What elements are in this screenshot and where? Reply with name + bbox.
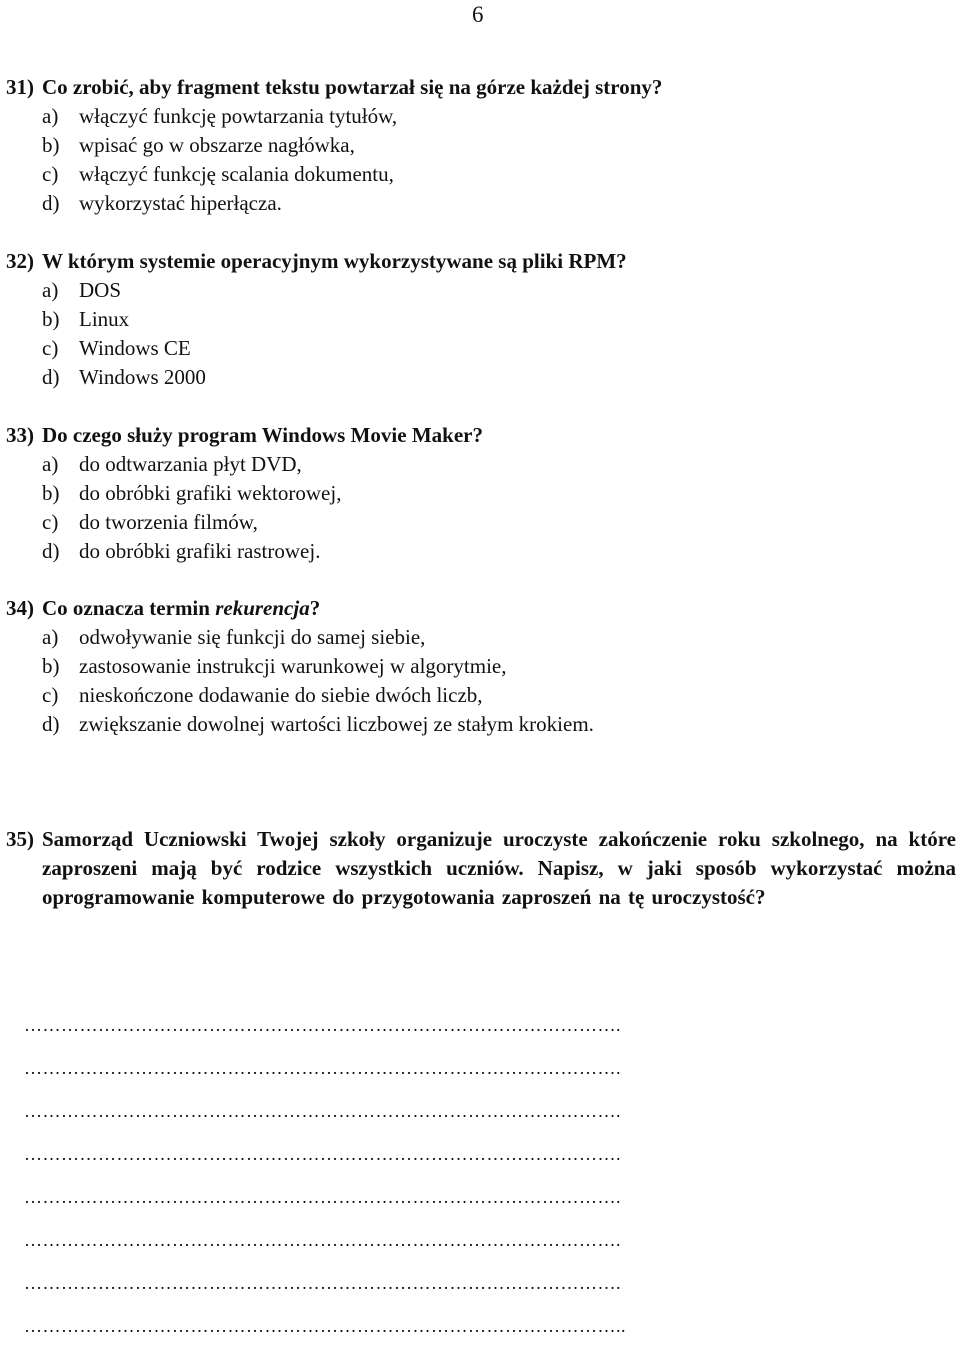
option-letter: d) [42, 365, 60, 389]
option-text: Windows 2000 [79, 365, 206, 389]
question-32 [6, 247, 956, 392]
question-number: 32) [6, 249, 34, 273]
answer-line[interactable]: …………………………………………………………………………………….. [24, 1316, 626, 1336]
question-33 [6, 421, 956, 566]
option-text: zwiększanie dowolnej wartości liczbowej ze stałym krokiem. [79, 712, 594, 736]
answer-options [6, 450, 956, 566]
answer-options [6, 623, 956, 739]
option-letter: b) [42, 133, 60, 157]
answer-line[interactable]: ……………………………………………………………………………………. [24, 1101, 621, 1121]
option-text: Linux [79, 307, 130, 331]
option-letter: c) [42, 683, 59, 707]
answer-line[interactable]: ……………………………………………………………………………………. [24, 1230, 621, 1250]
option-letter: b) [42, 654, 60, 678]
option-d[interactable] [6, 710, 956, 739]
question-title [6, 247, 956, 276]
option-a[interactable] [6, 276, 956, 305]
option-a[interactable] [6, 450, 956, 479]
question-title [6, 594, 956, 623]
option-text: zastosowanie instrukcji warunkowej w algorytmie, [79, 654, 507, 678]
answer-options [6, 276, 956, 392]
question-35 [6, 825, 956, 912]
answer-line[interactable]: ……………………………………………………………………………………. [24, 1187, 621, 1207]
option-b[interactable] [6, 479, 956, 508]
answer-area[interactable] [24, 1004, 939, 1348]
option-b[interactable] [6, 652, 956, 681]
option-letter: c) [42, 510, 59, 534]
answer-line[interactable]: ……………………………………………………………………………………. [24, 1015, 621, 1035]
question-number: 31) [6, 75, 34, 99]
option-letter: d) [42, 712, 60, 736]
option-b[interactable] [6, 305, 956, 334]
option-text: do obróbki grafiki rastrowej. [79, 539, 321, 563]
option-letter: d) [42, 191, 60, 215]
answer-options [6, 102, 956, 218]
option-text: DOS [79, 278, 122, 302]
option-letter: a) [42, 104, 59, 128]
option-letter: a) [42, 452, 59, 476]
option-letter: c) [42, 162, 59, 186]
option-text: nieskończone dodawanie do siebie dwóch liczb, [79, 683, 483, 707]
option-text: włączyć funkcję powtarzania tytułów, [79, 104, 398, 128]
option-text: wykorzystać hiperłącza. [79, 191, 282, 215]
question-31 [6, 73, 956, 218]
question-term: rekurencja [215, 596, 310, 620]
option-letter: a) [42, 278, 59, 302]
page-number: 6 [472, 2, 484, 27]
question-text-start: Co oznacza termin [42, 596, 216, 620]
option-text: do tworzenia filmów, [79, 510, 258, 534]
question-title [6, 421, 956, 450]
option-c[interactable] [6, 508, 956, 537]
option-text: włączyć funkcję scalania dokumentu, [79, 162, 394, 186]
question-34 [6, 594, 956, 739]
question-text: Do czego służy program Windows Movie Maker? [42, 423, 483, 447]
question-number: 33) [6, 423, 34, 447]
option-c[interactable] [6, 334, 956, 363]
option-letter: d) [42, 539, 60, 563]
question-text: Co zrobić, aby fragment tekstu powtarzał się na górze każdej strony? [42, 75, 663, 99]
question-text: W którym systemie operacyjnym wykorzystywane są pliki RPM? [42, 249, 627, 273]
option-text: odwoływanie się funkcji do samej siebie, [79, 625, 426, 649]
option-text: do odtwarzania płyt DVD, [79, 452, 302, 476]
option-text: do obróbki grafiki wektorowej, [79, 481, 342, 505]
option-d[interactable] [6, 537, 956, 566]
question-text [42, 594, 320, 623]
option-d[interactable] [6, 363, 956, 392]
option-text: wpisać go w obszarze nagłówka, [79, 133, 355, 157]
option-letter: b) [42, 307, 60, 331]
option-letter: c) [42, 336, 59, 360]
question-title [6, 73, 956, 102]
answer-line[interactable]: ……………………………………………………………………………………. [24, 1144, 621, 1164]
question-number: 34) [6, 596, 34, 620]
option-c[interactable] [6, 681, 956, 710]
option-text: Windows CE [79, 336, 191, 360]
option-a[interactable] [6, 623, 956, 652]
option-a[interactable] [6, 102, 956, 131]
option-b[interactable] [6, 131, 956, 160]
answer-line[interactable]: ……………………………………………………………………………………. [24, 1058, 621, 1078]
option-letter: a) [42, 625, 59, 649]
question-text-end: ? [309, 596, 321, 620]
answer-line[interactable]: ……………………………………………………………………………………. [24, 1273, 621, 1293]
option-c[interactable] [6, 160, 956, 189]
question-text: Samorząd Uczniowski Twojej szkoły organizuje uroczyste zakończenie roku szkolnego, na które zaproszeni mają być rodzice wszystkich uczniów. Napisz, w jaki sposób wykorzystać można oprogramowanie komputerowe do przygotowania zaproszeń na tę uroczystość? [42, 827, 956, 909]
option-d[interactable] [6, 189, 956, 218]
question-number: 35) [6, 827, 34, 851]
option-letter: b) [42, 481, 60, 505]
